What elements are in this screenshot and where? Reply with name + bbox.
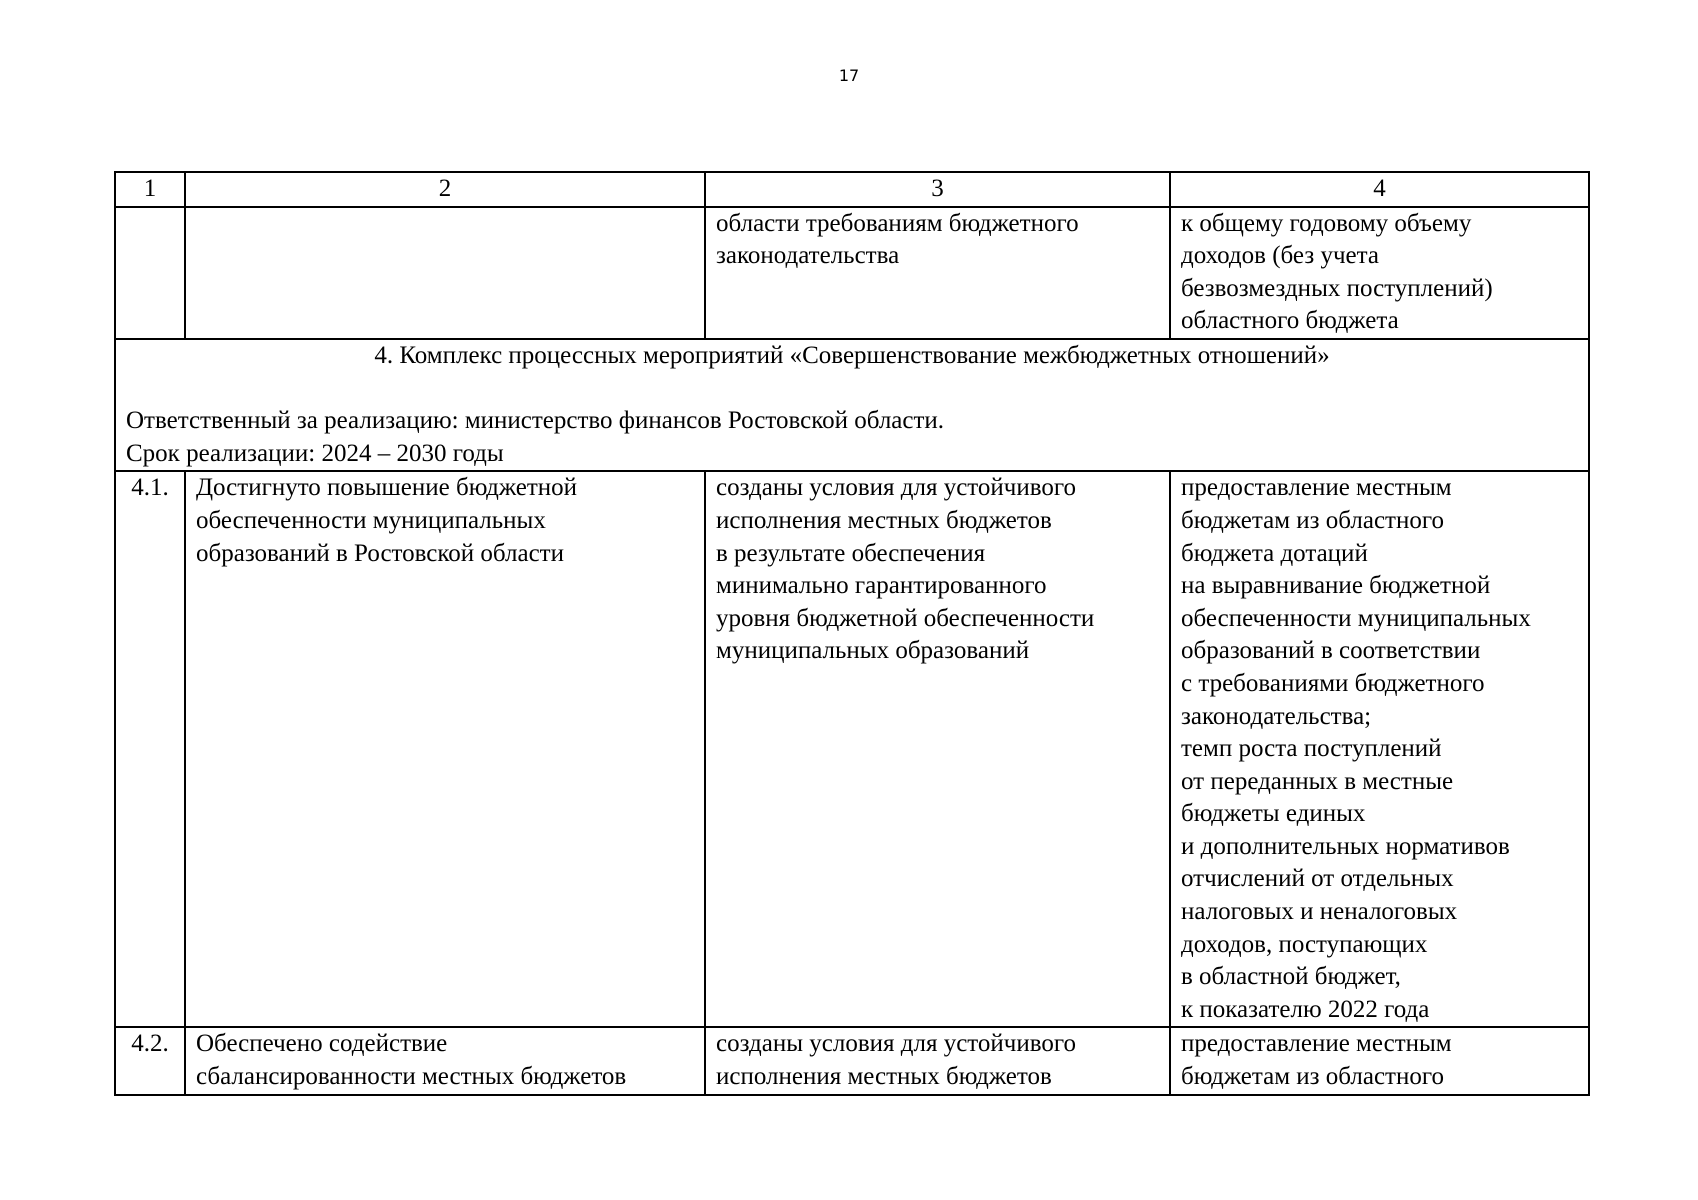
section-spacer [126, 373, 1578, 406]
cell-text-line: к показателю 2022 года [1181, 995, 1430, 1023]
cell-text-line: уровня бюджетной обеспеченности [716, 604, 1095, 632]
cell-text-line: бюджетам из областного [1181, 1063, 1444, 1091]
row-number-cell: 4.2. [115, 1027, 185, 1094]
section-period: Срок реализации: 2024 – 2030 годы [126, 439, 504, 467]
row-number-cell [115, 207, 185, 339]
cell-text-line: и дополнительных нормативов [1181, 832, 1510, 860]
table-header-row [115, 172, 1589, 207]
cell-text-line: к общему годовому объему [1181, 209, 1472, 237]
cell-text-line: в результате обеспечения [716, 539, 986, 567]
page-number: 17 [838, 66, 860, 85]
document-table [114, 171, 1590, 1096]
cell-text-line: законодательства [716, 242, 900, 270]
section-title: 4. Комплекс процессных мероприятий «Совершенствование межбюджетных отношений» [374, 341, 1330, 369]
cell-text-line: обеспеченности муниципальных [196, 506, 546, 534]
cell-text-line: созданы условия для устойчивого [716, 474, 1076, 502]
result-cell [705, 207, 1170, 339]
indicator-cell [1170, 1027, 1589, 1094]
cell-text-line: предоставление местным [1181, 1030, 1452, 1058]
cell-text-line: исполнения местных бюджетов [716, 1063, 1052, 1091]
indicator-cell [1170, 471, 1589, 1027]
cell-text-line: сбалансированности местных бюджетов [196, 1063, 627, 1091]
section-row [115, 339, 1589, 471]
section-cell [115, 339, 1589, 471]
cell-text-line: области требованиям бюджетного [716, 209, 1079, 237]
table-row [115, 207, 1589, 339]
table-row [115, 471, 1589, 1027]
cell-text-line: отчислений от отдельных [1181, 865, 1454, 893]
cell-text-line: предоставление местным [1181, 474, 1452, 502]
cell-text-line: на выравнивание бюджетной [1181, 572, 1491, 600]
column-number-3: 3 [705, 172, 1170, 207]
cell-text-line: Достигнуто повышение бюджетной [196, 474, 578, 502]
task-cell [185, 207, 705, 339]
cell-text-line: областного бюджета [1181, 307, 1399, 335]
cell-text-line: образований в соответствии [1181, 637, 1481, 665]
cell-text-line: бюджета дотаций [1181, 539, 1368, 567]
cell-text-line: бюджетам из областного [1181, 506, 1444, 534]
cell-text-line: обеспеченности муниципальных [1181, 604, 1531, 632]
cell-text-line: доходов, поступающих [1181, 930, 1428, 958]
cell-text-line: темп роста поступлений [1181, 735, 1442, 763]
cell-text-line: от переданных в местные [1181, 767, 1454, 795]
indicator-cell [1170, 207, 1589, 339]
column-number-1: 1 [115, 172, 185, 207]
cell-text-line: в областной бюджет, [1181, 963, 1401, 991]
cell-text-line: налоговых и неналоговых [1181, 898, 1458, 926]
section-responsible: Ответственный за реализацию: министерство финансов Ростовской области. [126, 407, 945, 435]
row-number-cell: 4.1. [115, 471, 185, 1027]
column-number-4: 4 [1170, 172, 1589, 207]
column-number-2: 2 [185, 172, 705, 207]
cell-text-line: с требованиями бюджетного [1181, 669, 1485, 697]
table-row [115, 1027, 1589, 1094]
cell-text-line: бюджеты единых [1181, 800, 1366, 828]
result-cell [705, 1027, 1170, 1094]
cell-text-line: доходов (без учета [1181, 242, 1379, 270]
cell-text-line: образований в Ростовской области [196, 539, 564, 567]
cell-text-line: безвозмездных поступлений) [1181, 274, 1493, 302]
task-cell [185, 1027, 705, 1094]
task-cell [185, 471, 705, 1027]
cell-text-line: Обеспечено содействие [196, 1030, 448, 1058]
cell-text-line: муниципальных образований [716, 637, 1030, 665]
cell-text-line: минимально гарантированного [716, 572, 1047, 600]
result-cell [705, 471, 1170, 1027]
cell-text-line: исполнения местных бюджетов [716, 506, 1052, 534]
cell-text-line: законодательства; [1181, 702, 1372, 730]
cell-text-line: созданы условия для устойчивого [716, 1030, 1076, 1058]
